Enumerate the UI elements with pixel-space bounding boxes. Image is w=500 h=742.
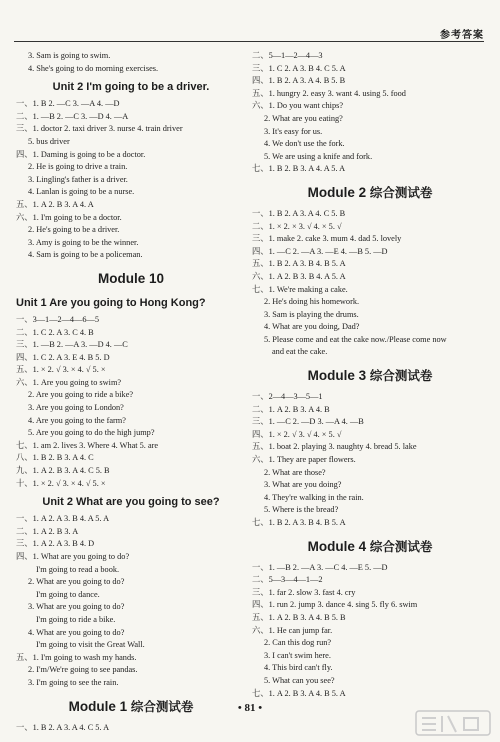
- answer-line: 五、1. boat 2. playing 3. naughty 4. bread 5. lake: [252, 442, 417, 452]
- answer-line: 3. I'm going to see the rain.: [28, 677, 119, 687]
- answer-line: 四、1. —C 2. —A 3. —E 4. —B 5. —D: [252, 246, 388, 256]
- answer-line: 二、5—3—4—1—2: [252, 575, 323, 585]
- answer-line: 一、1. B 2. A 3. A 4. C 5. A: [16, 722, 110, 732]
- module-heading: [252, 365, 488, 387]
- answer-line: 十、1. × 2. √ 3. × 4. √ 5. ×: [16, 478, 106, 488]
- answer-line: 3. Lingling's father is a driver.: [28, 174, 128, 184]
- answer-line: 四、1. run 2. jump 3. dance 4. sing 5. fly 6. swim: [252, 600, 418, 610]
- answer-line: 九、1. A 2. B 3. A 4. C 5. B: [16, 466, 110, 476]
- module-title: Module 3: [307, 368, 367, 384]
- module-subtitle: 综合测试卷: [369, 184, 433, 200]
- answer-line: 四、1. C 2. A 3. E 4. B 5. D: [16, 352, 110, 362]
- answer-line: 二、1. × 2. × 3. √ 4. × 5. √: [252, 221, 342, 231]
- answer-line: 2. Can this dog run?: [264, 638, 332, 648]
- answer-line: 二、1. A 2. B 3. A 4. B: [252, 404, 330, 414]
- answer-line: 一、3—1—2—4—6—5: [16, 314, 99, 324]
- answer-line: 3. It's easy for us.: [264, 126, 323, 136]
- answer-line: 3. Amy is going to be the winner.: [28, 237, 139, 247]
- left-column: [16, 50, 246, 734]
- answer-line: 3. Sam is playing the drums.: [264, 309, 359, 319]
- answer-line: 一、1. A 2. A 3. B 4. A 5. A: [16, 514, 110, 524]
- module-title: Module 10: [97, 270, 164, 286]
- answer-line: 2. What are you eating?: [264, 113, 343, 123]
- answer-line: 三、1. far 2. slow 3. fast 4. cry: [252, 587, 356, 597]
- answer-line: I'm going to read a book.: [36, 564, 120, 574]
- answer-line: 2. What are you going to do?: [28, 577, 125, 587]
- answer-line: 三、1. —B 2. —A 3. —D 4. —C: [16, 340, 128, 350]
- answer-line: 5. bus driver: [28, 136, 70, 146]
- answer-line: 六、1. They are paper flowers.: [252, 455, 356, 465]
- answer-line: I'm going to dance.: [36, 589, 100, 599]
- answer-line: 七、1. B 2. A 3. B 4. B 5. A: [252, 518, 346, 527]
- answer-line: 七、1. We're making a cake.: [252, 284, 348, 294]
- module-title: Module 4: [307, 538, 367, 554]
- unit-heading: Unit 2 I'm going to be a driver.: [52, 81, 210, 94]
- answer-line: 2. He is going to drive a train.: [28, 162, 128, 172]
- answer-line: 二、1. A 2. B 3. A: [16, 526, 79, 536]
- answer-line: 五、1. A 2. B 3. A 4. B 5. B: [252, 612, 346, 622]
- answer-line: 5. Where is the bread?: [264, 505, 339, 515]
- answer-line: 二、1. —B 2. —C 3. —D 4. —A: [16, 111, 129, 121]
- answer-line: 七、1. A 2. B 3. A 4. B 5. A: [252, 688, 346, 698]
- module-subtitle: 综合测试卷: [130, 698, 194, 714]
- answer-line: 三、1. C 2. A 3. B 4. C 5. A: [252, 63, 346, 73]
- answer-line: 2. He's doing his homework.: [264, 297, 360, 307]
- answer-line: 4. What are you going to do?: [28, 627, 125, 637]
- answer-line: 3. What are you doing?: [264, 480, 342, 490]
- answer-line: 四、1. × 2. √ 3. √ 4. × 5. √: [252, 429, 342, 439]
- answer-line: 三、1. doctor 2. taxi driver 3. nurse 4. train driver: [16, 124, 183, 134]
- answer-line: 五、1. I'm going to wash my hands.: [16, 652, 137, 662]
- page-header: [14, 24, 484, 42]
- answer-line: 4. This bird can't fly.: [264, 663, 333, 673]
- answer-line: 3. Sam is going to swim.: [28, 51, 111, 60]
- answer-line: 一、1. B 2. A 3. A 4. C 5. B: [252, 208, 346, 218]
- module-heading: [252, 182, 488, 204]
- answer-line: 六、1. I'm going to be a doctor.: [16, 212, 122, 222]
- answer-line: and eat the cake.: [272, 347, 328, 357]
- answer-line: 三、1. A 2. A 3. B 4. D: [16, 539, 95, 549]
- module-heading: [16, 268, 246, 290]
- answer-line: 一、2—4—3—5—1: [252, 392, 323, 402]
- answer-line: 六、1. He can jump far.: [252, 625, 333, 635]
- answer-line: 七、1. am 2. lives 3. Where 4. What 5. are: [16, 440, 159, 450]
- answer-line: 5. We are using a knife and fork.: [264, 151, 373, 161]
- header-title: 参考答案: [440, 30, 484, 41]
- answer-line: I'm going to ride a bike.: [36, 614, 116, 624]
- module-subtitle: 综合测试卷: [369, 368, 433, 384]
- answer-line: 5. What can you see?: [264, 675, 335, 685]
- answer-line: 六、1. Are you going to swim?: [16, 377, 122, 387]
- answer-line: 5. Please come and eat the cake now./Please come now: [264, 334, 447, 344]
- module-title: Module 2: [307, 184, 367, 200]
- answer-line: 五、1. B 2. A 3. B 4. B 5. A: [252, 259, 346, 269]
- answer-line: 4. They're walking in the rain.: [264, 492, 364, 502]
- answer-line: 4. Sam is going to be a policeman.: [28, 250, 143, 260]
- module-subtitle: 综合测试卷: [369, 538, 433, 554]
- answer-line: 四、1. Daming is going to be a doctor.: [16, 149, 146, 159]
- answer-line: 四、1. What are you going to do?: [16, 552, 130, 561]
- answer-line: 六、1. Do you want chips?: [252, 101, 344, 111]
- answer-line: 四、1. B 2. A 3. A 4. B 5. B: [252, 76, 346, 86]
- answer-line: 五、1. A 2. B 3. A 4. A: [16, 199, 94, 209]
- page-number: • 81 •: [237, 702, 263, 714]
- unit-heading: Unit 1 Are you going to Hong Kong?: [16, 296, 206, 309]
- answer-line: 2. I'm/We're going to see pandas.: [28, 665, 138, 675]
- answer-line: 4. She's going to do morning exercises.: [28, 63, 159, 73]
- answer-line: 4. Lanlan is going to be a nurse.: [28, 187, 135, 197]
- answer-line: 2. He's going to be a driver.: [28, 225, 120, 235]
- answer-line: 一、1. —B 2. —A 3. —C 4. —E 5. —D: [252, 562, 388, 572]
- answer-line: 八、1. B 2. B 3. A 4. C: [16, 453, 94, 463]
- answer-line: 4. Are you going to the farm?: [28, 415, 126, 425]
- answer-line: 3. What are you going to do?: [28, 602, 125, 612]
- module-title: Module 1: [68, 698, 128, 714]
- answer-line: 二、5—1—2—4—3: [252, 51, 323, 60]
- answer-line: 六、1. A 2. B 3. B 4. A 5. A: [252, 271, 346, 281]
- answer-line: 一、1. B 2. —C 3. —A 4. —D: [16, 99, 120, 109]
- answer-line: 五、1. hungry 2. easy 3. want 4. using 5. food: [252, 88, 406, 98]
- unit-heading: Unit 2 What are you going to see?: [42, 496, 220, 509]
- module-heading: [252, 536, 488, 558]
- answer-line: 3. I can't swim here.: [264, 650, 331, 660]
- answer-line: 4. We don't use the fork.: [264, 139, 345, 149]
- watermark-logo-icon: [414, 708, 492, 738]
- answer-line: 五、1. × 2. √ 3. × 4. √ 5. ×: [16, 365, 106, 375]
- answer-line: 七、1. B 2. B 3. A 4. A 5. A: [252, 164, 346, 174]
- answer-line: 3. Are you going to London?: [28, 403, 124, 413]
- right-column: [252, 50, 488, 700]
- answer-line: 4. What are you doing, Dad?: [264, 322, 360, 332]
- answer-line: 2. Are you going to ride a bike?: [28, 390, 134, 400]
- answer-line: 5. Are you going to do the high jump?: [28, 428, 155, 438]
- answer-line: 2. What are those?: [264, 467, 326, 477]
- answer-line: 二、1. C 2. A 3. C 4. B: [16, 327, 94, 337]
- answer-line: 三、1. —C 2. —D 3. —A 4. —B: [252, 417, 364, 427]
- answer-line: I'm going to visit the Great Wall.: [36, 640, 145, 650]
- answer-line: 三、1. make 2. cake 3. mum 4. dad 5. lovely: [252, 234, 402, 244]
